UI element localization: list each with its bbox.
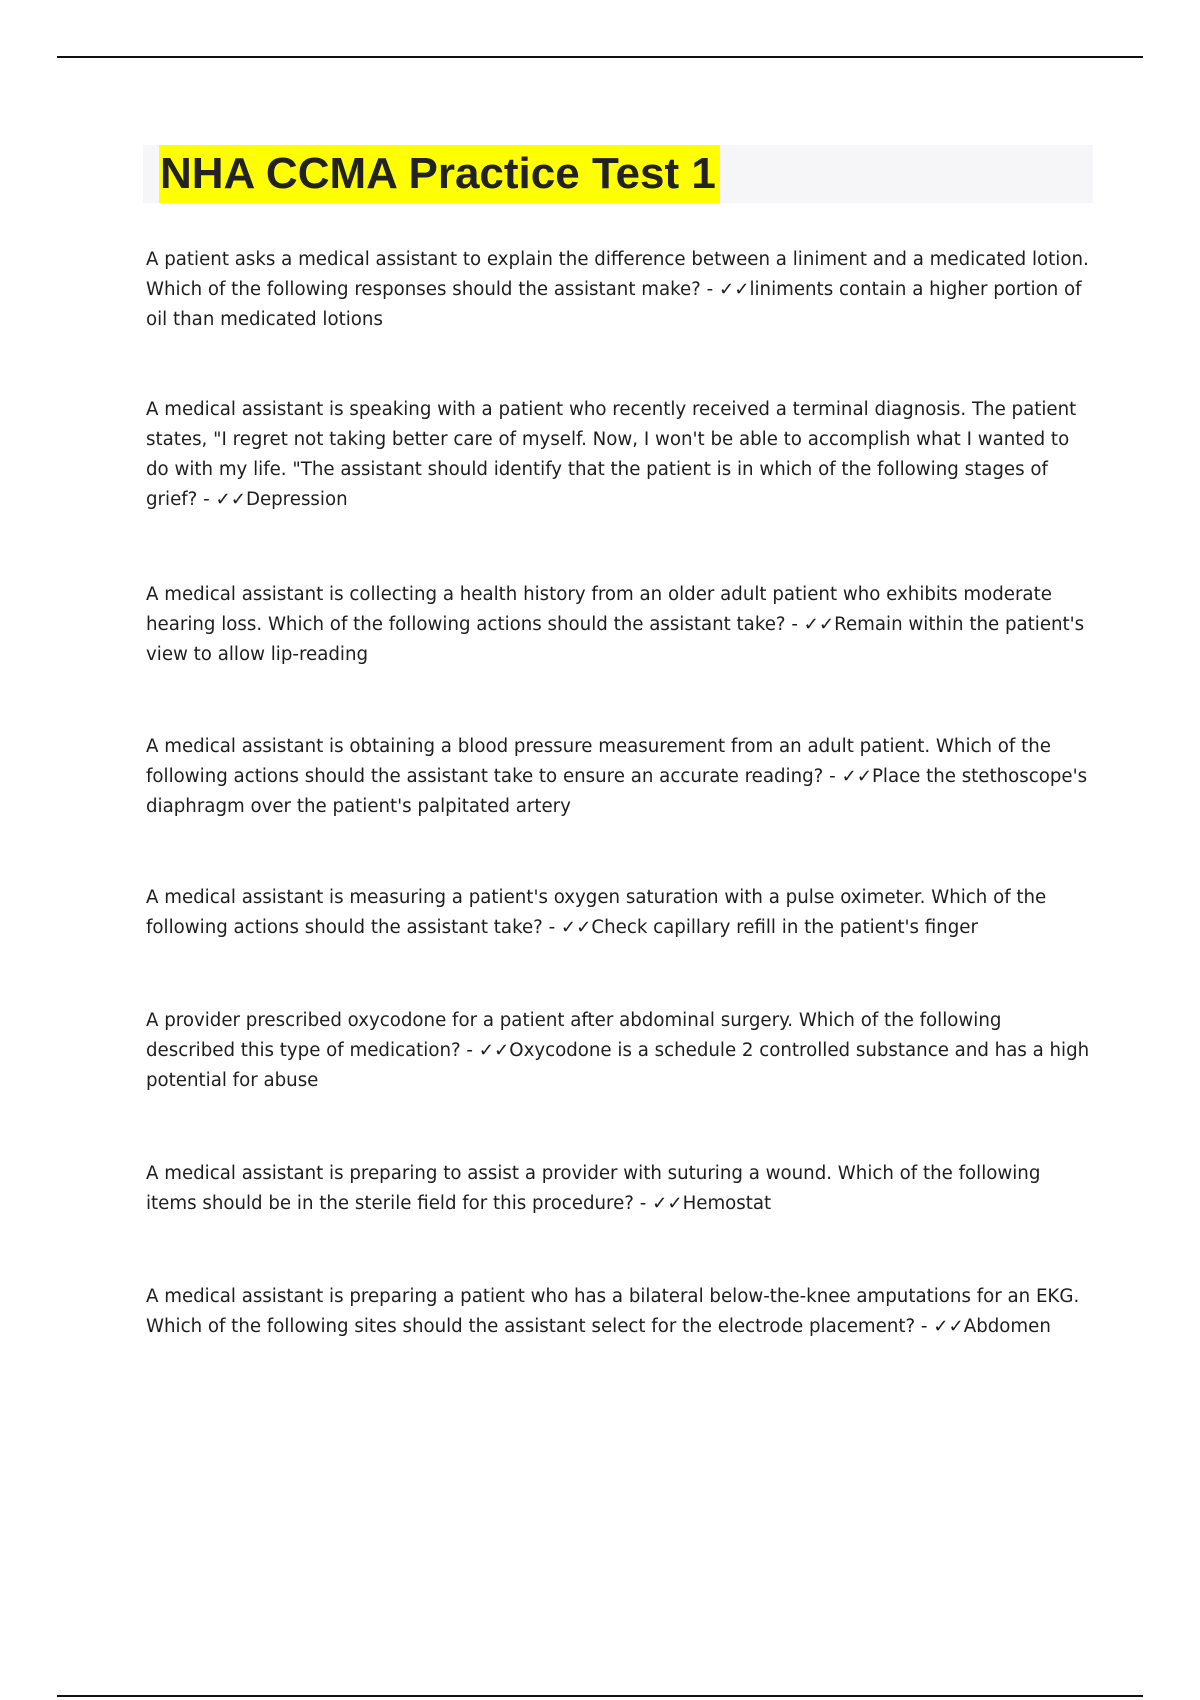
question-item-6 [146,1006,1091,1096]
check-icon: ✓✓ [718,279,750,300]
answer-text: Oxycodone is a schedule 2 controlled substance and has a high potential for abuse [146,1040,1090,1091]
top-rule [57,56,1143,58]
answer-text: liniments contain a higher portion of oil than medicated lotions [146,279,1082,330]
question-item-1 [146,245,1091,335]
answer-text: Depression [245,489,348,510]
answer-text: Place the stethoscope's diaphragm over the patient's palpitated artery [146,766,1088,817]
question-text: A patient asks a medical assistant to explain the difference between a liniment and a medicated lotion. Which of the following responses should the assistant make? - [146,249,1089,300]
question-item-2 [146,395,1091,515]
check-icon: ✓✓ [560,917,592,938]
page-title: NHA CCMA Practice Test 1 [159,145,720,203]
question-text: A medical assistant is obtaining a blood pressure measurement from an adult patient. Which of the following actions should the assistant take to ensure an accurate reading? - [146,736,1051,787]
question-text: A medical assistant is collecting a health history from an older adult patient who exhibits moderate hearing loss. Which of the following actions should the assistant take? - [146,584,1052,635]
question-item-3 [146,580,1091,670]
question-text: A medical assistant is speaking with a patient who recently received a terminal diagnosis. The patient states, "I regret not taking better care of myself. Now, I won't be able to accomplish what I wanted to do with my life. "The assistant should identify that the patient is in which of the following stages of grief? - [146,399,1077,510]
check-icon: ✓✓ [933,1316,964,1337]
check-icon: ✓✓ [478,1040,510,1061]
answer-text: Check capillary refill in the patient's finger [591,917,978,938]
question-item-8 [146,1282,1091,1342]
question-text: A medical assistant is preparing to assist a provider with suturing a wound. Which of the following items should be in the sterile field for this procedure? - [146,1163,1041,1214]
question-text: A medical assistant is preparing a patient who has a bilateral below-the-knee amputations for an EKG. Which of the following sites should the assistant select for the electrode placement? - [146,1286,1080,1337]
check-icon: ✓✓ [803,614,835,635]
question-item-7 [146,1159,1091,1219]
question-item-4 [146,732,1091,822]
question-text: A provider prescribed oxycodone for a patient after abdominal surgery. Which of the following described this type of medication? - [146,1010,1002,1061]
answer-text: Hemostat [682,1193,772,1214]
question-item-5 [146,883,1091,943]
bottom-rule [57,1695,1143,1697]
answer-text: Remain within the patient's view to allow lip-reading [146,614,1085,665]
check-icon: ✓✓ [652,1193,683,1214]
answer-text: Abdomen [963,1316,1051,1337]
check-icon: ✓✓ [841,766,872,787]
question-text: A medical assistant is measuring a patient's oxygen saturation with a pulse oximeter. Which of the following actions should the assistant take? - [146,887,1047,938]
check-icon: ✓✓ [215,489,246,510]
